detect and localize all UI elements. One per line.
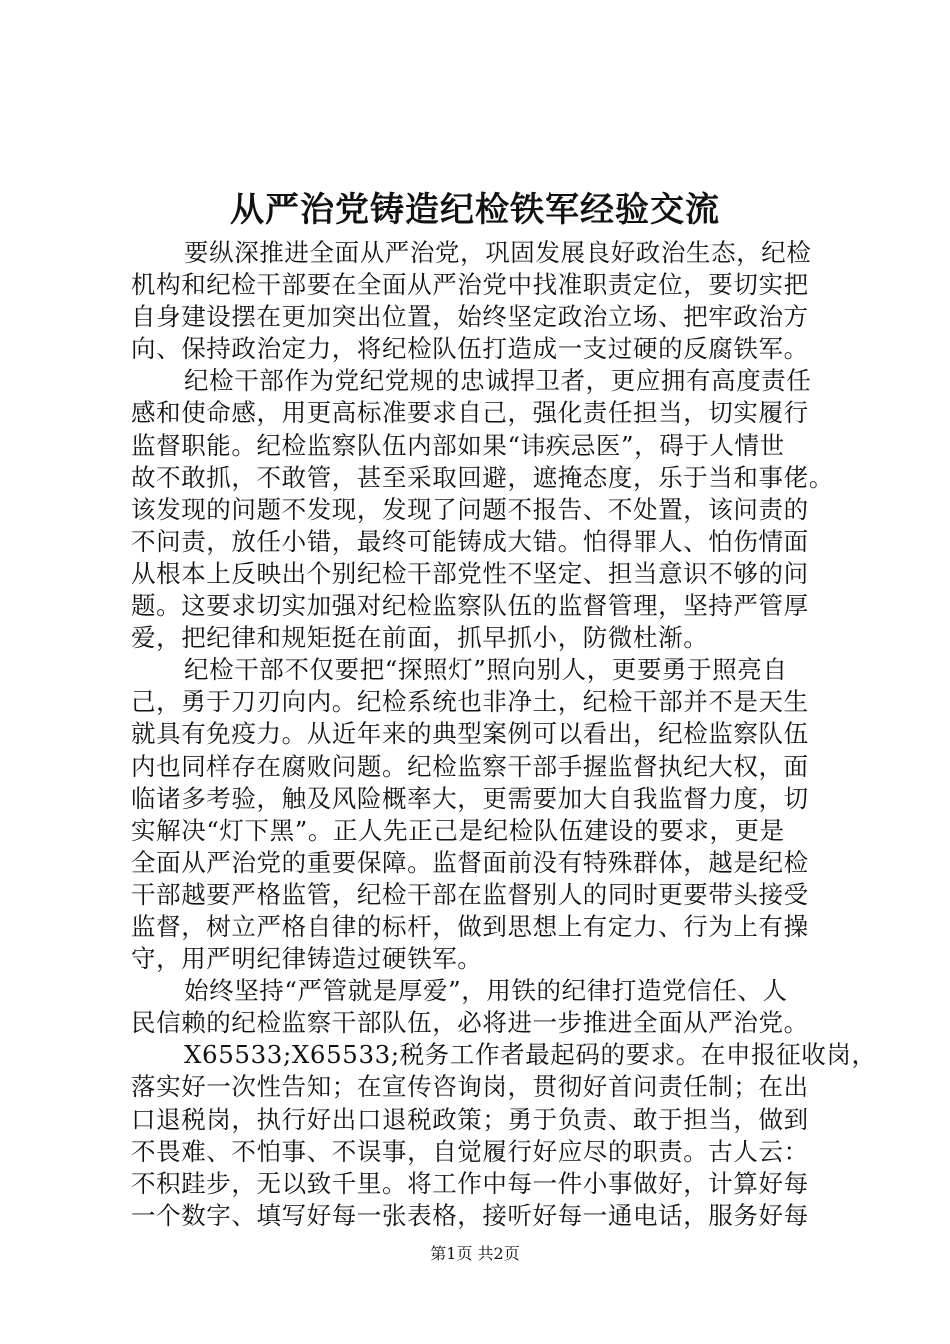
text-line: 纪检干部作为党纪党规的忠诚捍卫者，更应拥有高度责任 <box>184 366 812 396</box>
text-line: 感和使命感，用更高标准要求自己，强化责任担当，切实履行 <box>131 398 809 428</box>
text-line: 要纵深推进全面从严治党，巩固发展良好政治生态，纪检 <box>184 238 812 267</box>
text-line: 不积跬步，无以致千里。将工作中每一件小事做好，计算好每 <box>131 1168 809 1198</box>
text-line: 内也同样存在腐败问题。纪检监察干部手握监督执纪大权，面 <box>131 751 809 781</box>
text-line: 就具有免疫力。从近年来的典型案例可以看出，纪检监察队伍 <box>131 719 809 749</box>
text-line: 从根本上反映出个别纪检干部党性不坚定、担当意识不够的问 <box>131 558 809 588</box>
text-line: 落实好一次性告知；在宣传咨询岗，贯彻好首问责任制；在出 <box>131 1072 809 1102</box>
text-line: 故不敢抓，不敢管，甚至采取回避，遮掩态度，乐于当和事佬。 <box>131 462 834 492</box>
text-line: 自身建设摆在更加突出位置，始终坚定政治立场、把牢政治方 <box>131 302 809 332</box>
text-line: 己，勇于刀刃向内。纪检系统也非净土，纪检干部并不是天生 <box>131 687 809 717</box>
text-line: 该发现的问题不发现，发现了问题不报告、不处置，该问责的 <box>131 494 809 524</box>
page-footer: 第1页 共2页 <box>430 1244 520 1263</box>
text-line: 干部越要严格监管，纪检干部在监督别人的同时更要带头接受 <box>131 879 809 909</box>
text-line: 爱，把纪律和规矩挺在前面，抓早抓小，防微杜渐。 <box>131 623 709 653</box>
text-line: 一个数字、填写好每一张表格，接听好每一通电话，服务好每 <box>131 1200 809 1230</box>
document-body <box>131 237 877 1232</box>
text-line: 题。这要求切实加强对纪检监察队伍的监督管理，坚持严管厚 <box>131 591 809 621</box>
text-line: 纪检干部不仅要把“探照灯”照向别人，更要勇于照亮自 <box>184 655 788 685</box>
text-line: X65533;X65533;税务工作者最起码的要求。在申报征收岗， <box>184 1040 877 1070</box>
text-line: 不问责，放任小错，最终可能铸成大错。怕得罪人、怕伤情面 <box>131 526 809 556</box>
text-line: 监督职能。纪检监察队伍内部如果“讳疾忌医”，碍于人情世 <box>131 430 785 460</box>
text-line: 向、保持政治定力，将纪检队伍打造成一支过硬的反腐铁军。 <box>131 334 809 364</box>
text-line: 守，用严明纪律铸造过硬铁军。 <box>131 944 483 974</box>
document-title: 从严治党铸造纪检铁军经验交流 <box>230 190 720 230</box>
text-line: 民信赖的纪检监察干部队伍，必将进一步推进全面从严治党。 <box>131 1008 809 1038</box>
text-line: 全面从严治党的重要保障。监督面前没有特殊群体，越是纪检 <box>131 847 809 877</box>
text-line: 口退税岗，执行好出口退税政策；勇于负责、敢于担当，做到 <box>131 1104 809 1134</box>
text-line: 实解决“灯下黑”。正人先正己是纪检队伍建设的要求，更是 <box>131 815 785 845</box>
text-line: 始终坚持“严管就是厚爱”，用铁的纪律打造党信任、人 <box>184 976 788 1006</box>
text-line: 监督，树立严格自律的标杆，做到思想上有定力、行为上有操 <box>131 911 809 941</box>
text-line: 临诸多考验，触及风险概率大，更需要加大自我监督力度，切 <box>131 783 809 813</box>
text-line: 机构和纪检干部要在全面从严治党中找准职责定位，要切实把 <box>131 270 809 300</box>
text-line: 不畏难、不怕事、不误事，自觉履行好应尽的职责。古人云： <box>131 1136 809 1166</box>
